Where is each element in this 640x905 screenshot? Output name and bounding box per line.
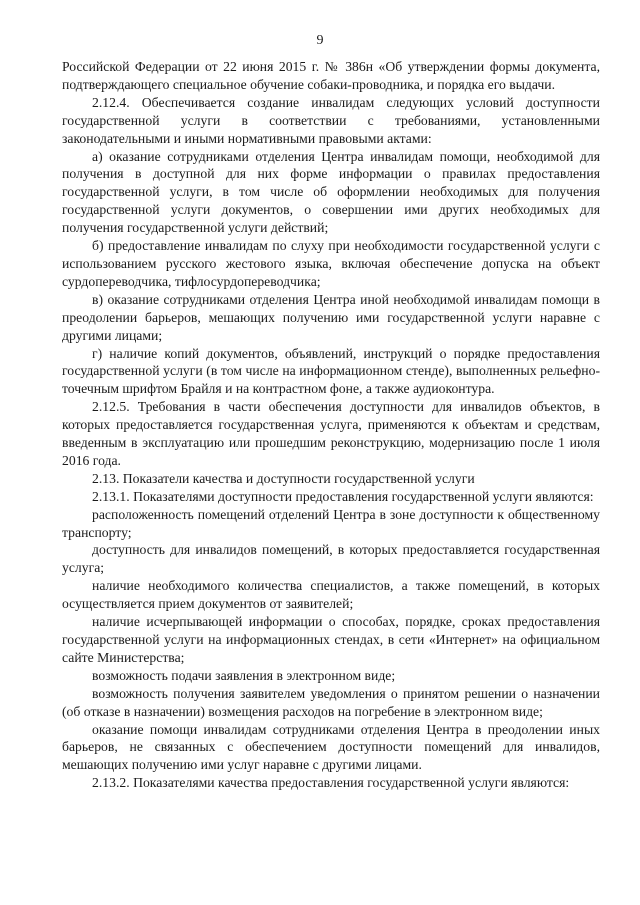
section-heading: 2.13. Показатели качества и доступности государственной услуги [92, 470, 475, 486]
list-item: оказание помощи инвалидам сотрудниками отделения Центра в преодолении иных барьеров, не связанных с обеспечением доступности помещений для инвалидов, мешающих получению ими услуг наравне с другими лицами. [62, 721, 600, 773]
document-body [62, 58, 600, 792]
paragraph: 2.13.2. Показателями качества предоставления государственной услуги являются: [92, 775, 570, 791]
list-item: возможность получения заявителем уведомления о принятом решении о назначении (об отказе в назначении) возмещения расходов на погребение в электронном виде; [62, 685, 600, 719]
list-item: возможность подачи заявления в электронном виде; [92, 667, 396, 683]
list-item: доступность для инвалидов помещений, в которых предоставляется государственная услуга; [62, 542, 600, 576]
paragraph: г) наличие копий документов, объявлений, инструкций о порядке предоставления государственной услуги (в том числе на информационном стенде), выполненных рельефно-точечным шрифтом Брайля и на контрастном фоне, а также аудиоконтура. [62, 345, 600, 397]
paragraph: в) оказание сотрудниками отделения Центра иной необходимой инвалидам помощи в преодолении барьеров, мешающих получению ими государственной услуги наравне с другими лицами; [62, 291, 600, 343]
list-item: расположенность помещений отделений Центра в зоне доступности к общественному транспорту; [62, 506, 600, 540]
list-item: наличие исчерпывающей информации о способах, порядке, сроках предоставления государственной услуги на информационных стендах, в сети «Интернет» на официальном сайте Министерства; [62, 614, 600, 665]
paragraph: б) предоставление инвалидам по слуху при необходимости государственной услуги с использованием русского жестового языка, включая обеспечение допуска на объект сурдопереводчика, тифлосурдопереводчика; [62, 238, 600, 289]
paragraph: 2.12.5. Требования в части обеспечения доступности для инвалидов объектов, в которых предоставляется государственная услуга, применяются к объектам и средствам, введенным в эксплуатацию или прошедшим реконструкцию, модернизацию после 1 июля 2016 года. [62, 399, 600, 468]
paragraph: 2.13.1. Показателями доступности предоставления государственной услуги являются: [92, 488, 594, 504]
paragraph: Российской Федерации от 22 июня 2015 г. № 386н «Об утверждении формы документа, подтверждающего специальное обучение собаки-проводника, и порядка его выдачи. [62, 59, 600, 92]
page-number: 9 [316, 33, 324, 48]
paragraph: а) оказание сотрудниками отделения Центра инвалидам помощи, необходимой для получения в доступной для них форме информации о правилах предоставления государственной услуги, в том числе об оформлении необходимых для получения государственной услуги документов, о совершении ими других необходимых для получения государственной услуги действий; [62, 148, 600, 236]
list-item: наличие необходимого количества специалистов, а также помещений, в которых осуществляется прием документов от заявителей; [62, 578, 600, 612]
paragraph: 2.12.4. Обеспечивается создание инвалидам следующих условий доступности государственной услуги в соответствии с требованиями, установленными законодательными и иными нормативными правовыми актами: [62, 94, 600, 146]
